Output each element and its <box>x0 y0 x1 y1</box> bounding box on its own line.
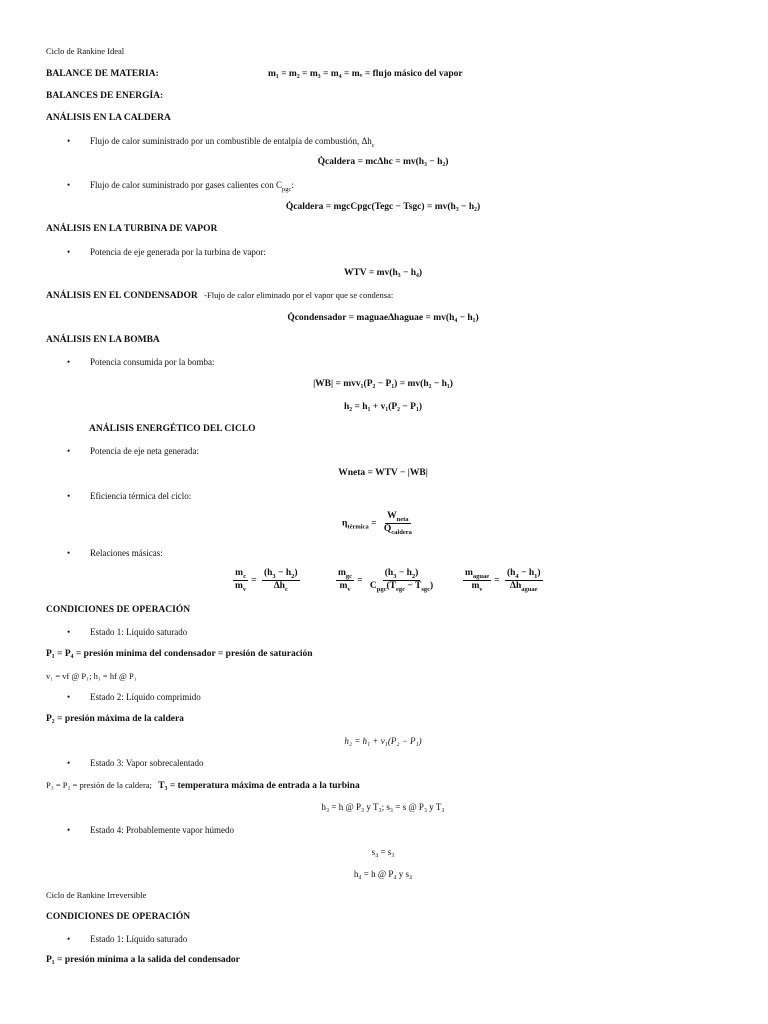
mass-relation-3: $\frac{m_{aguae}}{m_v}$ = $\frac{(h_4 - h_1)}{\Delta h_{aguae}}$ <box>465 568 541 593</box>
energetico-bullet-2 <box>67 491 192 501</box>
turbina-bullet-text: Potencia de eje generada por la turbina de vapor: <box>90 247 266 257</box>
condiciones-p3-bold: T₃ = temperatura máxima de entrada a la turbina <box>158 781 360 791</box>
title-ideal: Ciclo de Rankine Ideal <box>46 46 125 56</box>
bomba-eq-2: h₂ = h₁ + v₁(P₂ − P₁) <box>344 402 422 412</box>
estado-1-bullet <box>67 627 188 637</box>
bullet-icon: • <box>67 548 71 558</box>
energetico-heading: ANÁLISIS ENERGÉTICO DEL CICLO <box>89 424 256 434</box>
energetico-bullet-3-text: Relaciones másicas: <box>90 548 163 558</box>
estado-3-text: Estado 3: Vapor sobrecalentado <box>90 758 204 768</box>
energetico-bullet-2-text: Eficiencia térmica del ciclo: <box>90 491 192 501</box>
title-irreversible: Ciclo de Rankine Irreversible <box>46 890 147 900</box>
efficiency-fraction: $\frac{W_{neta}}{Q̇_{caldera}}$ <box>383 511 412 536</box>
bullet-icon: • <box>67 934 71 944</box>
condiciones-p3 <box>46 780 360 791</box>
condiciones-h3: h₃ = h @ P₃ y T₃; s₃ = s @ P₃ y T₃ <box>321 802 445 812</box>
bullet-icon: • <box>67 692 71 702</box>
caldera-bullet-1-text: Flujo de calor suministrado por un combustible de entalpía de combustión, Δh <box>90 136 372 146</box>
caldera-bullet-1-sub: c <box>371 141 375 149</box>
balances-energia-heading: BALANCES DE ENERGÍA: <box>46 91 164 101</box>
condiciones-s4: s₄ = s₃ <box>371 847 395 857</box>
estado-3-bullet <box>67 758 204 768</box>
condensador-line <box>46 290 393 301</box>
bullet-icon: • <box>67 446 71 456</box>
caldera-bullet-2-sub: pgc <box>281 185 292 193</box>
estado-1-text: Estado 1: Líquido saturado <box>90 627 188 637</box>
condensador-heading: ANÁLISIS EN EL CONDENSADOR <box>46 291 198 301</box>
energetico-eq-1: Wneta = WTV − |WB| <box>338 468 428 478</box>
caldera-heading: ANÁLISIS EN LA CALDERA <box>46 113 171 123</box>
efficiency-equation: $\eta_{térmica}$ = $\frac{W_{neta}}{Q̇_{caldera}}$ <box>342 511 412 536</box>
condiciones-v1: v₁ = vf @ P₁; h₁ = hf @ P₁ <box>46 671 137 681</box>
bomba-heading: ANÁLISIS EN LA BOMBA <box>46 335 160 345</box>
caldera-eq-2: Q̇caldera = mgcCpgc(Tegc − Tsgc) = mv(h₃ − h₂) <box>285 202 481 212</box>
caldera-eq-1: Q̇caldera = mcΔhc = mv(h₃ − h₂) <box>317 157 449 167</box>
condensador-text: -Flujo de calor eliminado por el vapor que se condensa: <box>204 290 394 300</box>
bullet-icon: • <box>67 136 71 146</box>
estado-4-text: Estado 4: Probablemente vapor húmedo <box>90 825 234 835</box>
condiciones-h2: h₂ = h₁ + v₁(P₂ − P₁) <box>344 736 422 746</box>
turbina-heading: ANÁLISIS EN LA TURBINA DE VAPOR <box>46 224 218 234</box>
caldera-bullet-2 <box>67 180 294 193</box>
balance-materia-label: BALANCE DE MATERIA: <box>46 69 159 79</box>
turbina-eq: WTV = mv(h₃ − h₄) <box>343 268 423 278</box>
condiciones-h4: h₄ = h @ P₄ y s₄ <box>353 869 413 879</box>
estado-4-bullet <box>67 825 234 835</box>
condensador-eq: Q̇condensador = maguaeΔhaguae = mv(h₄ − h₁) <box>287 313 479 323</box>
condiciones-heading: CONDICIONES DE OPERACIÓN <box>46 605 191 615</box>
condiciones-p3-normal: P₃ = P₂ = presión de la caldera; <box>46 780 152 790</box>
estado-2-text: Estado 2: Líquido comprimido <box>90 692 201 702</box>
bullet-icon: • <box>67 825 71 835</box>
bullet-icon: • <box>67 180 71 190</box>
energetico-bullet-1-text: Potencia de eje neta generada: <box>90 446 199 456</box>
irreversible-p1: P₁ = presión mínima a la salida del condensador <box>46 955 240 965</box>
irreversible-estado-1-text: Estado 1: Líquido saturado <box>90 934 188 944</box>
caldera-bullet-1 <box>67 136 375 149</box>
caldera-bullet-2-end: : <box>291 180 294 190</box>
bomba-eq-1: |WB| = mvv₁(P₂ − P₁) = mv(h₂ − h₁) <box>313 379 453 389</box>
balance-materia-equation: m₁ = m₂ = m₃ = m₄ = mᵥ = flujo másico del vapor <box>268 69 463 79</box>
estado-2-bullet <box>67 692 201 702</box>
mass-relation-1: $\frac{m_c}{m_v}$ = $\frac{(h_3 - h_2)}{\Delta h_c}$ <box>235 568 298 593</box>
caldera-bullet-2-text: Flujo de calor suministrado por gases calientes con C <box>90 180 282 190</box>
turbina-bullet <box>67 247 266 257</box>
bomba-bullet-text: Potencia consumida por la bomba: <box>90 357 215 367</box>
bullet-icon: • <box>67 491 71 501</box>
energetico-bullet-1 <box>67 446 199 456</box>
condiciones-p2: P₂ = presión máxima de la caldera <box>46 714 184 724</box>
bullet-icon: • <box>67 357 71 367</box>
bullet-icon: • <box>67 247 71 257</box>
energetico-bullet-3 <box>67 548 163 558</box>
bullet-icon: • <box>67 758 71 768</box>
irreversible-heading: CONDICIONES DE OPERACIÓN <box>46 912 191 922</box>
condiciones-p1: P₁ = P₄ = presión mínima del condensador = presión de saturación <box>46 649 313 659</box>
bullet-icon: • <box>67 627 71 637</box>
irreversible-estado-1-bullet <box>67 934 188 944</box>
mass-relation-2: $\frac{m_{gc}}{m_v}$ = $\frac{(h_3 - h_2)}{C_{pgc}(T_{egc} - T_{sgc})}$ <box>338 568 434 593</box>
bomba-bullet <box>67 357 215 367</box>
